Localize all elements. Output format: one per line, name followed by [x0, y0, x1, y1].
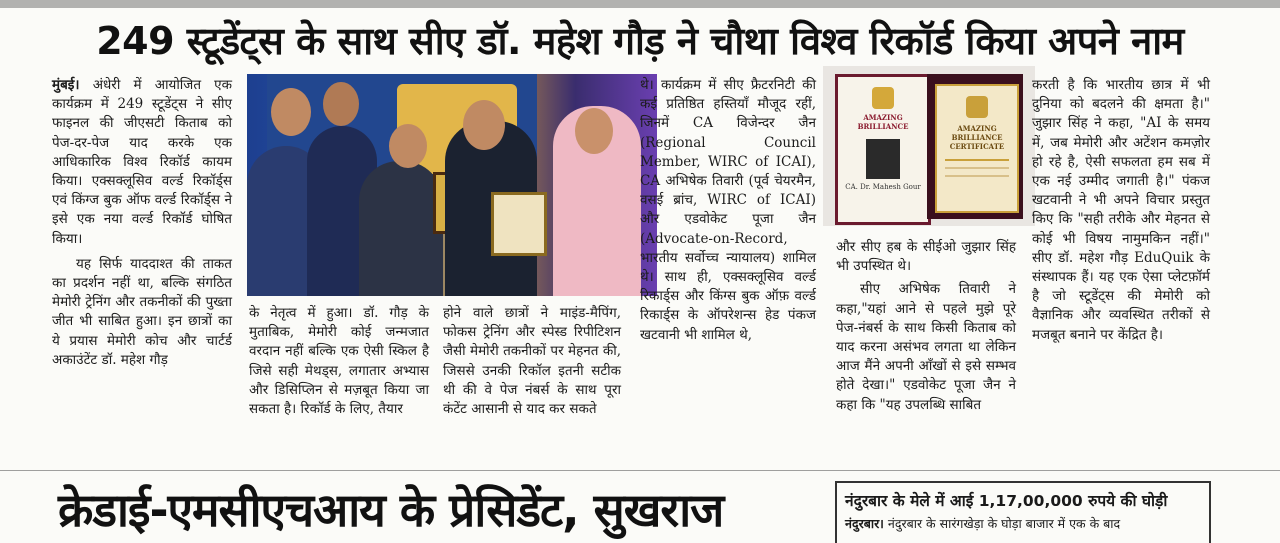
certificate-right-page	[927, 74, 1023, 219]
article-column-2	[249, 304, 429, 419]
article-column-3	[443, 304, 621, 419]
paragraph: होने वाले छात्रों ने माइंड-मैपिंग, फोकस ट्रेनिंग और स्पेस्ड रिपीटिशन जैसी मेमोरी तकनीकों पर मेहनत की, जिससे उनकी रिकॉल इतनी सटीक थी की वे पेज नंबर्स के साथ पूरा कंटेंट आसानी से याद कर सकते	[443, 305, 621, 418]
dateline: मुंबई।	[52, 77, 80, 93]
crown-logo-icon	[966, 96, 988, 118]
person-head	[271, 88, 311, 136]
article-column-5	[836, 238, 1016, 415]
certificate-title: AMAZING BRILLIANCE	[857, 113, 909, 131]
paragraph	[52, 76, 232, 249]
paragraph: सीए अभिषेक तिवारी ने कहा,"यहां आने से पहले मुझे पूरे पेज-नंबर्स के साथ किसी किताब को याद करना असंभव लगता था लेकिन आज मैंने अपनी आँखों से इसे सम्भव होते देखा।" एडवोकेट पूजा जैन ने कहा कि "यह उपलब्धि साबित	[836, 281, 1016, 413]
top-strip	[0, 0, 1280, 8]
person-head	[389, 124, 427, 168]
divider	[945, 175, 1009, 177]
person-figure	[359, 161, 443, 296]
certificate-left-page	[835, 74, 931, 225]
section-divider	[0, 470, 1280, 471]
divider	[945, 167, 1009, 169]
side-story-text: नंदुरबार के सारंगखेड़ा के घोड़ा बाजार में एक के बाद	[887, 516, 1121, 531]
certificate-document	[935, 84, 1019, 213]
event-photo	[247, 74, 657, 296]
crown-logo-icon	[872, 87, 894, 109]
side-story-headline: नंदुरबार के मेले में आई 1,17,00,000 रुपये की घोड़ी	[845, 492, 1168, 510]
page-headline: 249 स्टूडेंट्स के साथ सीए डॉ. महेश गौड़ ने चौथा विश्व रिकॉर्ड किया अपने नाम	[96, 19, 1184, 63]
side-story-body	[837, 513, 1209, 534]
article-column-6	[1032, 76, 1210, 345]
person-head	[323, 82, 359, 126]
article-column-4	[640, 76, 816, 345]
paragraph: करती है कि भारतीय छात्र में भी दुनिया को बदलने की क्षमता है।" जुझार सिंह ने कहा, "AI के समय में, जब मेमोरी और अटेंशन कमज़ोर हो रहे है, ऐसी सफलता हम सब में एक नई उम्मीद जगाती है।" पंकज खटवानी ने भी अपने विचार प्रस्तुत किए कि "सही तरीके और मेहनत से कोई भी विषय नामुमकिन नहीं।" सीए डॉ. महेश गौड़ EduQuik के संस्थापक हैं। यह एक ऐसा प्लेटफ़ॉर्म है जो स्टूडेंट्स की मेमोरी को वैज्ञानिक और व्यवस्थित तरीकों से मजबूत बनाने पर केंद्रित है।	[1032, 77, 1210, 343]
person-head	[463, 100, 505, 150]
paragraph: थे। कार्यक्रम में सीए फ्रैटरनिटी की कई प्रतिष्ठित हस्तियाँ मौजूद रहीं, जिनमें CA विजेन्दर जैन (Regional Council Member, WIRC of ICAI), CA अभिषेक तिवारी (पूर्व चेयरमैन, वसई ब्रांच, WIRC of ICAI) और एडवोकेट पूजा जैन (Advocate-on-Record, भारतीय सर्वोच्च न्यायालय) शामिल थे। साथ ही, एक्सक्लूसिव वर्ल्ड रिकार्ड्स और किंग्स बुक ऑफ़ वर्ल्ड रिकार्ड्स के ऑपरेशन्स हेड पंकज खटवानी भी शामिल थे,	[640, 77, 816, 343]
side-story-box	[835, 481, 1211, 543]
divider	[945, 159, 1009, 161]
portrait-photo	[866, 139, 900, 179]
certificate-frame	[491, 192, 547, 256]
side-story-dateline: नंदुरबार।	[845, 516, 884, 531]
paragraph: यह सिर्फ याददाश्त की ताकत का प्रदर्शन नहीं था, बल्कि संगठित मेमोरी ट्रेनिंग और तकनीकों की पुख्ता जीत भी साबित हुआ। इन छात्रों का ये प्रयास मेमोरी कोच और चार्टर्ड अकाउंटेंट डॉ. महेश गौड़	[52, 255, 232, 368]
person-head	[575, 108, 613, 154]
paragraph: और सीए हब के सीईओ जुझार सिंह भी उपस्थित थे।	[836, 239, 1016, 275]
next-story-headline: क्रेडाई-एमसीएचआय के प्रेसिडेंट, सुखराज	[58, 483, 724, 537]
certificate-name: CA. Dr. Mahesh Gour	[845, 183, 921, 191]
certificate-photo	[823, 66, 1035, 226]
paragraph: के नेतृत्व में हुआ। डॉ. गौड़ के मुताबिक, मेमोरी कोई जन्मजात वरदान नहीं बल्कि एक ऐसी स्किल है जिसे सही मेथड्स, लगातार अभ्यास और डिसिप्लिन से मज़बूत किया जा सकता है। रिकॉर्ड के लिए, तैयार	[249, 305, 429, 418]
paragraph-text: अंधेरी में आयोजित एक कार्यक्रम में 249 स्टूडेंट्स ने सीए फाइनल की जीएसटी किताब को पेज-दर-पेज याद करके एक आधिकारिक विश्व रिकॉर्ड कायम किया। एक्सक्लूसिव वर्ल्ड रिकॉर्ड्स एवं किंग्ज बुक ऑफ वर्ल्ड रिकॉर्ड्स ने इसे एक नया वर्ल्ड रिकॉर्ड घोषित किया।	[52, 77, 233, 247]
article-column-1	[52, 76, 232, 370]
certificate-heading: AMAZING BRILLIANCE CERTIFICATE	[949, 124, 1005, 151]
